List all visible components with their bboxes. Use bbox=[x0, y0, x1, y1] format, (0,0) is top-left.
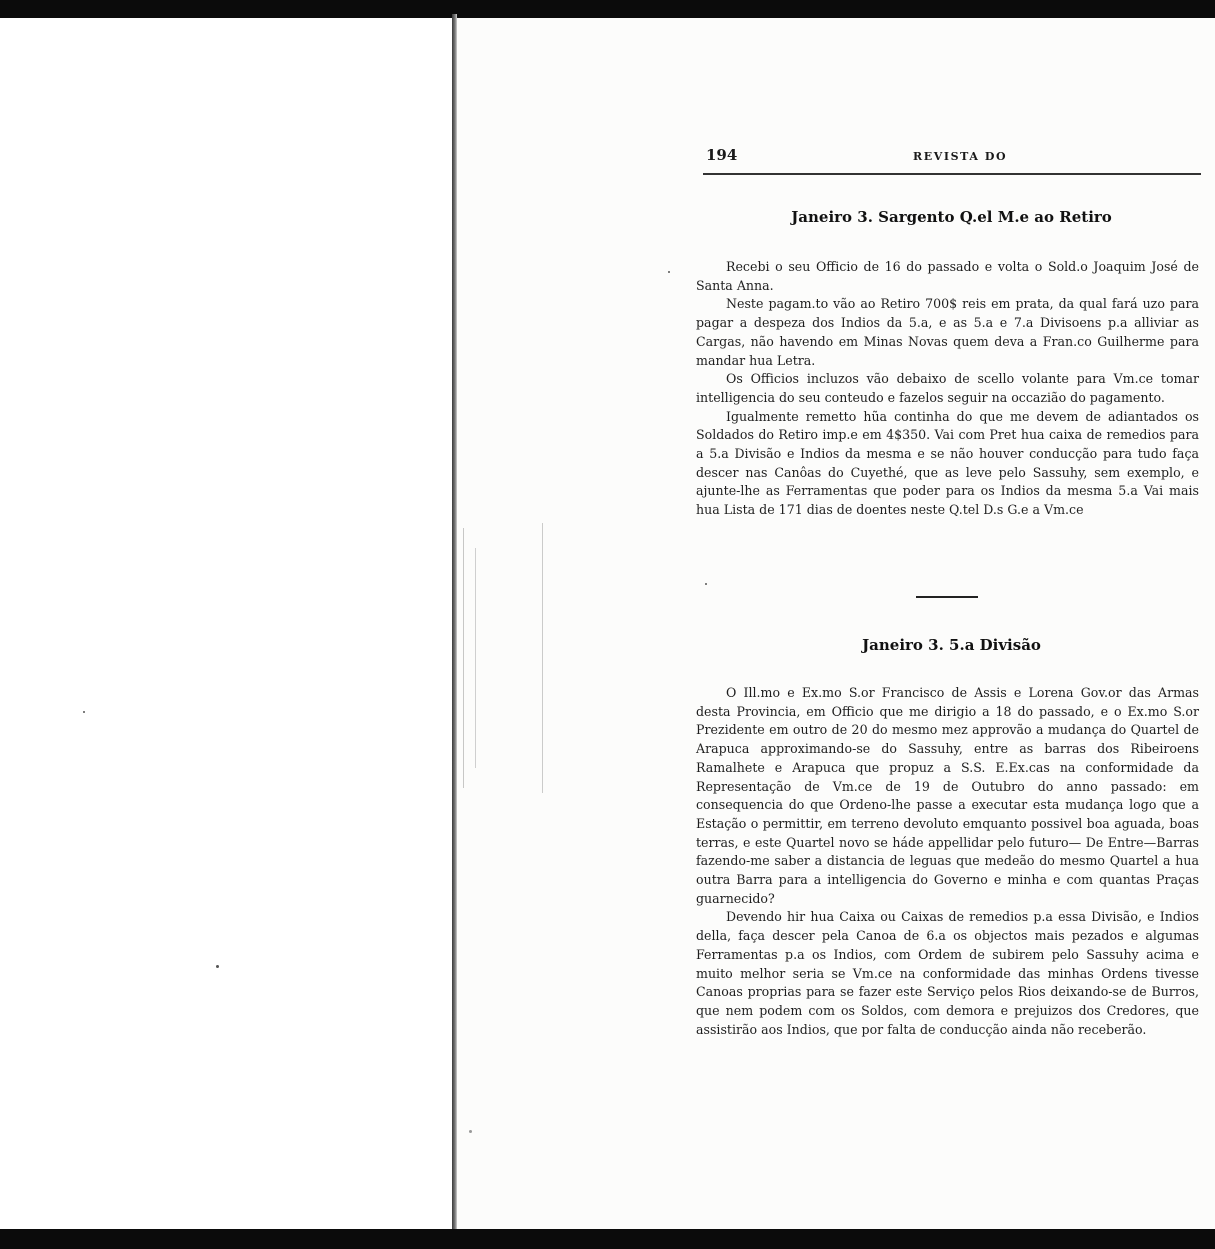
paragraph: Recebi o seu Officio de 16 do passado e volta o Sold.o Joaquim José de Santa Anna. bbox=[696, 259, 1199, 293]
running-title: REVISTA DO bbox=[913, 150, 1008, 163]
paragraph: Os Officios incluzos vão debaixo de scello volante para Vm.ce tomar intelligencia do seu conteudo e fazelos seguir na occazião do pagamento. bbox=[696, 371, 1199, 405]
section-body-sargento bbox=[696, 258, 1199, 520]
dust-speck bbox=[469, 1130, 472, 1133]
dust-speck bbox=[705, 583, 707, 585]
header-rule bbox=[703, 173, 1201, 175]
paragraph: O Ill.mo e Ex.mo S.or Francisco de Assis e Lorena Gov.or das Armas desta Provincia, em Officio que me dirigio a 18 do passado, e o Ex.mo S.or Prezidente em outro de 20 do mesmo mez approvão a mudança do Quartel de Arapuca approximando-se do Sassuhy, entre as barras dos Ribeiroens Ramalhete e Arapuca que propuz a S.S. E.Ex.cas na conformidade da Representação de Vm.ce de 19 de Outubro do anno passado: em consequencia do que Ordeno-lhe passe a executar esta mudança logo que a Estação o permittir, em terreno devoluto emquanto possivel boa aguada, boas terras, e este Quartel novo se háde appellidar pelo futuro— De Entre—Barras fazendo-me saber a distancia de leguas que medeão do mesmo Quartel a hua outra Barra para a intelligencia do Governo e minha e com quantas Praças guarnecido? bbox=[696, 685, 1199, 906]
section-separator bbox=[916, 596, 978, 598]
dust-speck bbox=[668, 271, 670, 273]
left-blank-page bbox=[0, 18, 452, 1229]
bleed-through-mark bbox=[542, 523, 543, 793]
paragraph: Neste pagam.to vão ao Retiro 700$ reis em prata, da qual fará uzo para pagar a despeza dos Indios da 5.a, e as 5.a e 7.a Divisoens p.a alliviar as Cargas, não havendo em Minas Novas quem deva a Fran.co Guilherme para mandar hua Letra. bbox=[696, 296, 1199, 368]
running-header bbox=[703, 146, 1203, 170]
scan-bottom-border bbox=[0, 1229, 1215, 1249]
section-heading-quinta-divisao: Janeiro 3. 5.a Divisão bbox=[862, 636, 1041, 654]
section-body-quinta-divisao bbox=[696, 684, 1199, 1039]
page-number: 194 bbox=[706, 146, 738, 164]
right-text-page bbox=[457, 18, 1215, 1229]
dust-speck bbox=[83, 711, 85, 713]
section-heading-sargento: Janeiro 3. Sargento Q.el M.e ao Retiro bbox=[791, 208, 1112, 226]
scan-top-border bbox=[0, 0, 1215, 18]
bleed-through-mark bbox=[475, 548, 476, 768]
paragraph: Devendo hir hua Caixa ou Caixas de remedios p.a essa Divisão, e Indios della, faça descer pela Canoa de 6.a os objectos mais pezados e algumas Ferramentas p.a os Indios, com Ordem de subirem pelo Sassuhy acima e muito melhor seria se Vm.ce na conformidade das minhas Ordens tivesse Canoas proprias para se fazer este Serviço pelos Rios deixando-se de Burros, que nem podem com os Soldos, com demora e prejuizos dos Credores, que assistirão aos Indios, que por falta de conducção ainda não receberão. bbox=[696, 909, 1199, 1037]
dust-speck bbox=[216, 965, 219, 968]
paragraph: Igualmente remetto hũa continha do que me devem de adiantados os Soldados do Retiro imp.e em 4$350. Vai com Pret hua caixa de remedios para a 5.a Divisão e Indios da mesma e se não houver conducção para tudo faça descer nas Canôas do Cuyethé, que as leve pelo Sassuhy, sem exemplo, e ajunte-lhe as Ferramentas que poder para os Indios da mesma 5.a Vai mais hua Lista de 171 dias de doentes neste Q.tel D.s G.e a Vm.ce bbox=[696, 408, 1199, 518]
bleed-through-mark bbox=[463, 528, 464, 788]
